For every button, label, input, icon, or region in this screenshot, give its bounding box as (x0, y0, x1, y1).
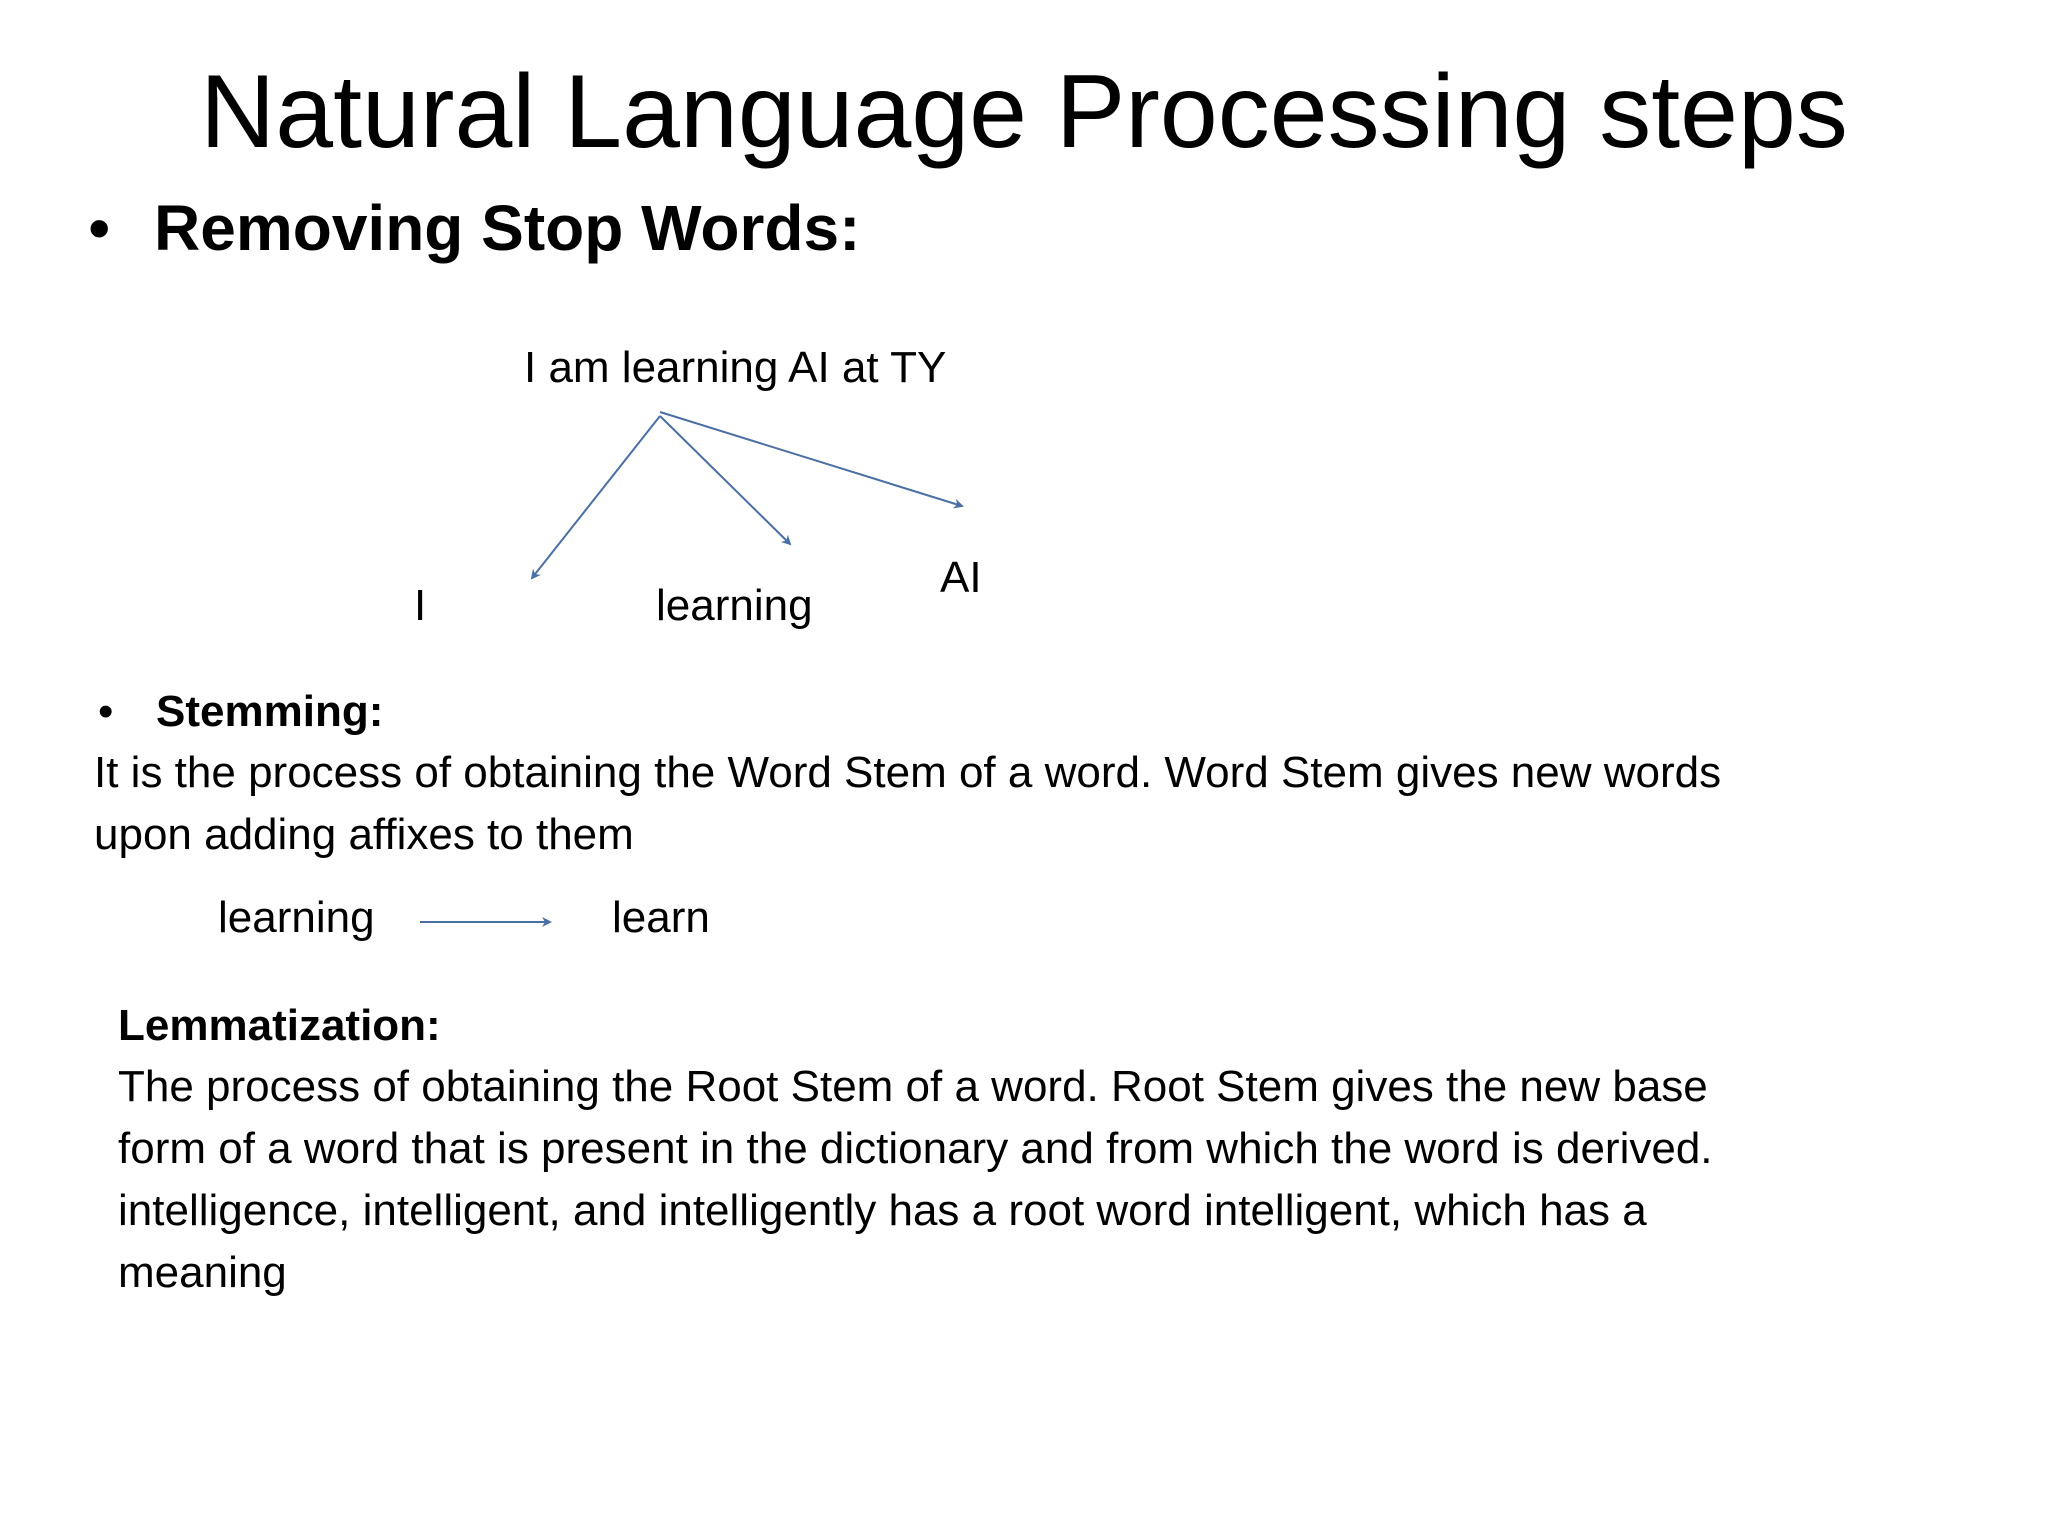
token-ai: AI (940, 553, 982, 602)
stemming-example-from: learning (218, 893, 375, 942)
bullet-dot: • (98, 687, 114, 736)
arrow-to-learning (660, 416, 790, 544)
stemming-line: upon adding affixes to them (94, 810, 634, 859)
stemming-heading-text: Stemming: (156, 687, 384, 736)
stemming-heading (98, 686, 383, 738)
stemming-description (94, 742, 1721, 866)
lemmatization-line: form of a word that is present in the dictionary and from which the word is derived. (118, 1124, 1713, 1173)
stop-words-heading (88, 188, 860, 268)
lemmatization-description (118, 1056, 1713, 1304)
stemming-example-to: learn (612, 893, 710, 942)
token-learning: learning (656, 581, 813, 630)
lemmatization-heading: Lemmatization: (118, 1001, 441, 1050)
lemmatization-line: meaning (118, 1248, 287, 1297)
arrow-to-ai (660, 412, 962, 506)
slide-title: Natural Language Processing steps (200, 54, 1848, 170)
lemmatization-line: intelligence, intelligent, and intelligently has a root word intelligent, which has a (118, 1186, 1647, 1235)
arrow-to-i (532, 416, 660, 578)
stemming-line: It is the process of obtaining the Word Stem of a word. Word Stem gives new words (94, 748, 1722, 797)
stop-words-heading-text: Removing Stop Words: (154, 192, 861, 264)
token-i: I (414, 581, 427, 630)
lemmatization-line: The process of obtaining the Root Stem of a word. Root Stem gives the new base (118, 1062, 1708, 1111)
bullet-dot: • (88, 192, 111, 264)
stop-words-sentence: I am learning AI at TY (524, 343, 947, 392)
